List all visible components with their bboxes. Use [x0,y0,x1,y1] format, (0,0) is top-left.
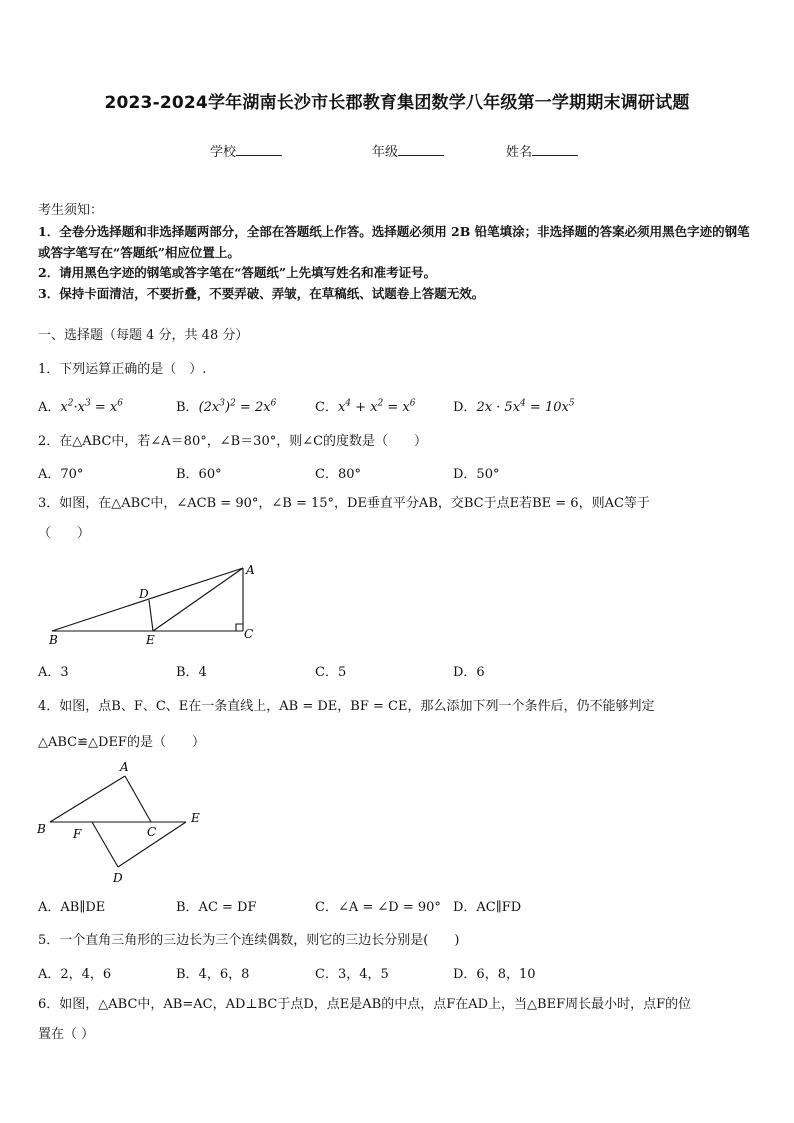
notice-item-2: 2．请用黑色字迹的钢笔或答字笔在“答题纸”上先填写姓名和准考证号。 [38,265,437,280]
q3-figure [40,560,270,650]
q3-option-c[interactable]: C．5 [315,665,347,680]
q4-label-c: C [147,825,157,839]
q4-label-b: B [37,822,46,836]
question-6-stem: 6．如图，△ABC中，AB=AC，AD⊥BC于点D，点E是AB的中点，点F在AD上，当△BEF周长最小时，点F的位 [38,997,692,1012]
q2-option-c[interactable]: C．80° [315,467,361,482]
q3-option-a[interactable]: A．3 [38,665,69,680]
q3-option-d[interactable]: D．6 [453,665,485,680]
q5-option-b[interactable]: B．4，6，8 [176,967,250,982]
q5-option-a[interactable]: A．2，4，6 [38,967,112,982]
question-6-stem-cont: 置在（ ） [38,1027,95,1042]
question-4-stem-cont: △ABC≌△DEF的是（ ） [38,735,205,750]
school-blank[interactable] [236,143,282,156]
q3-label-c: C [244,627,254,641]
grade-field [372,141,444,160]
question-4-stem: 4．如图，点B、F、C、E在一条直线上，AB = DE，BF = CE，那么添加下列一个条件后，仍不能够判定 [38,699,655,714]
q5-option-d[interactable]: D．6，8，10 [453,967,536,982]
q4-figure [34,755,214,887]
q3-label-e: E [146,633,155,647]
q4-label-a: A [120,760,129,774]
q5-option-c[interactable]: C．3，4，5 [315,967,389,982]
page-title: 2023-2024学年湖南长沙市长郡教育集团数学八年级第一学期期末调研试题 [104,93,690,113]
question-1-stem: 1．下列运算正确的是（ ）. [38,362,207,377]
q1-option-b[interactable]: B．$(2x^3)^2 = 2x^6$ [176,398,277,415]
question-5-stem: 5．一个直角三角形的三边长为三个连续偶数，则它的三边长分别是( ) [38,933,460,948]
q4-option-c[interactable]: C．∠A = ∠D = 90° [315,900,441,915]
q2-option-a[interactable]: A．70° [38,467,84,482]
name-blank[interactable] [532,143,578,156]
name-label: 姓名 [506,145,533,160]
q4-label-d: D [113,871,123,885]
notice-heading: 考生须知： [38,203,104,218]
q1-option-c[interactable]: C．$x^4 + x^2 = x^6$ [315,398,416,415]
q2-option-d[interactable]: D．50° [453,467,500,482]
q1-option-d[interactable]: D．$2x \cdot 5x^4 = 10x^5$ [453,398,575,415]
q4-option-a[interactable]: A．AB∥DE [38,900,106,915]
school-label: 学校 [210,145,237,160]
name-field [506,141,578,160]
q1-option-a[interactable]: A．$x^2\cdot x^3 = x^6$ [38,398,123,415]
question-3-stem-cont: （ ） [38,526,91,541]
q4-label-f: F [73,827,82,841]
q4-option-b[interactable]: B．AC = DF [176,900,257,915]
q4-option-d[interactable]: D．AC∥FD [453,900,522,915]
q3-option-b[interactable]: B．4 [176,665,207,680]
notice-item-3: 3．保持卡面清洁，不要折叠，不要弄破、弄皱，在草稿纸、试题卷上答题无效。 [38,286,485,301]
grade-label: 年级 [372,145,399,160]
q3-label-a: A [246,563,255,577]
q3-label-b: B [49,633,58,647]
q3-label-d: D [139,587,149,601]
q4-label-e: E [191,811,200,825]
section-heading: 一、选择题（每题 4 分，共 48 分） [38,328,249,343]
question-3-stem: 3．如图，在△ABC中，∠ACB = 90°，∠B = 15°，DE垂直平分AB，交BC于点E若BE = 6，则AC等于 [38,496,650,511]
school-field [210,141,282,160]
q2-option-b[interactable]: B．60° [176,467,222,482]
grade-blank[interactable] [398,143,444,156]
question-2-stem: 2．在△ABC中，若∠A＝80°，∠B＝30°，则∠C的度数是（ ） [38,434,428,449]
notice-item-1: 1．全卷分选择题和非选择题两部分，全部在答题纸上作答。选择题必须用 2B 铅笔填涂；非选择题的答案必须用黑色字迹的钢笔或答字笔写在“答题纸”相应位置上。 [38,224,750,260]
